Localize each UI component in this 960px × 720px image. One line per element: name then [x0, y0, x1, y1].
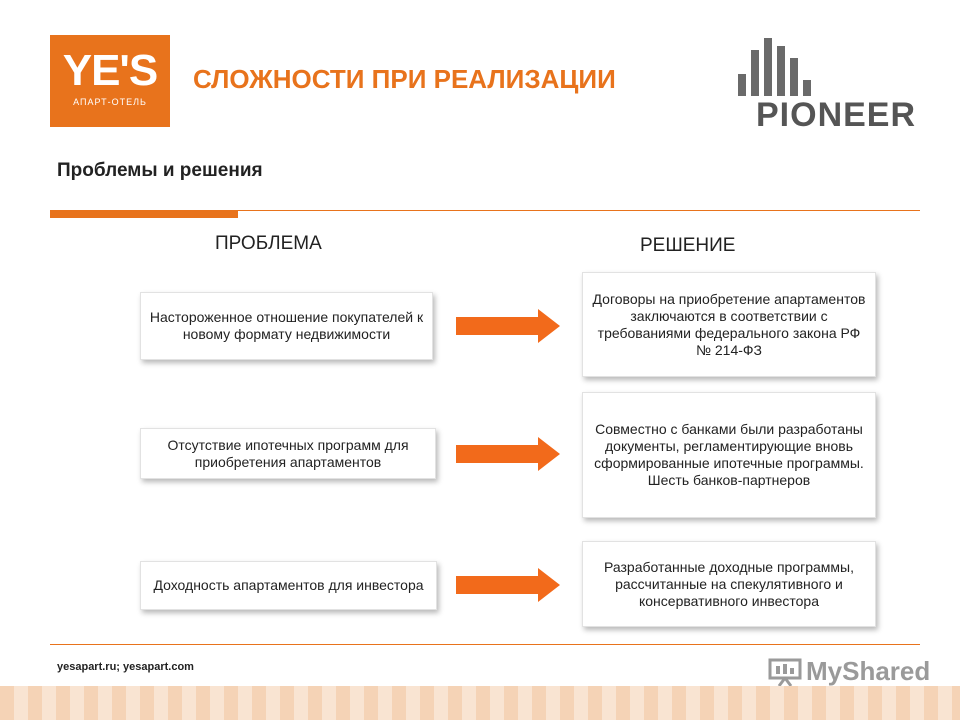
problem-box-3: [140, 561, 437, 610]
yes-logo-subtext: АПАРТ-ОТЕЛЬ: [73, 97, 147, 107]
solution-text-1-line-1: Договоры на приобретение апартаментов заключаются в соответствии с требованиями федерального закона РФ: [592, 290, 866, 341]
section-subtitle: Проблемы и решения: [57, 160, 263, 181]
problem-box-2: [140, 428, 436, 479]
footer-links: yesapart.ru; yesapart.com: [57, 661, 194, 673]
solution-box-1: [582, 272, 876, 377]
solution-text-3: Разработанные доходные программы, рассчитанные на спекулятивного и консервативного инвестора: [603, 558, 855, 609]
solution-box-2: [582, 392, 876, 518]
problem-text-1: Настороженное отношение покупателей к новому формату недвижимости: [149, 309, 424, 342]
header-divider: [236, 210, 920, 211]
problem-column-heading: ПРОБЛЕМА: [215, 233, 322, 254]
yes-logo: [50, 35, 170, 127]
footer-band: [0, 686, 960, 720]
solution-text-2-line-1: Совместно с банками были разработаны документы, регламентирующие вновь сформированные ипотечные программы.: [594, 421, 864, 471]
watermark: [768, 656, 930, 687]
arrow-right-icon: [456, 437, 560, 471]
presentation-icon: [768, 657, 802, 687]
watermark-text: MyShared: [806, 656, 931, 686]
problem-box-1: [140, 292, 433, 360]
pioneer-logo: [736, 36, 920, 132]
problem-text-3: Доходность апартаментов для инвестора: [153, 577, 424, 593]
arrow-right-icon: [456, 309, 560, 343]
solution-box-3: [582, 541, 876, 627]
solution-text-1-line-2: № 214-ФЗ: [695, 341, 763, 358]
slide-title: СЛОЖНОСТИ ПРИ РЕАЛИЗАЦИИ: [193, 64, 616, 94]
solution-column-heading: РЕШЕНИЕ: [640, 235, 736, 256]
yes-logo-text: YE'S: [62, 46, 158, 95]
arrow-right-icon: [456, 568, 560, 602]
solution-text-2-line-2: Шесть банков-партнеров: [647, 472, 811, 488]
footer-divider: [50, 644, 920, 645]
header-divider-accent: [50, 210, 238, 218]
pioneer-logo-text: PIONEER: [756, 96, 917, 134]
pioneer-bars-icon: [736, 36, 920, 98]
problem-text-2: Отсутствие ипотечных программ для приобретения апартаментов: [167, 436, 409, 470]
